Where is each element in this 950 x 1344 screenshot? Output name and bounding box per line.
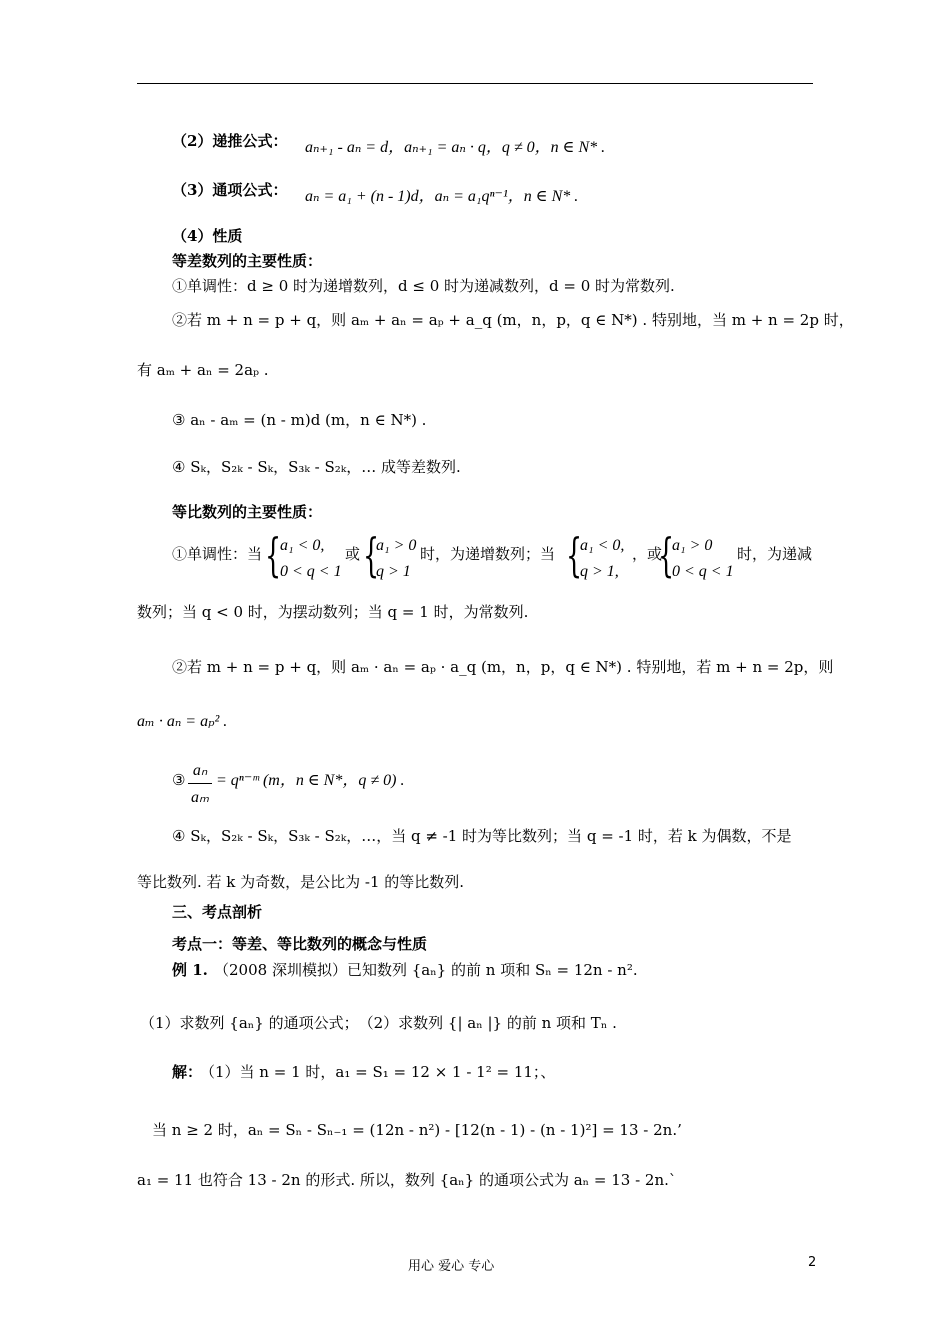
- geometric-property-4: ④ Sₖ，S₂ₖ - Sₖ，S₃ₖ - S₂ₖ，…，当 q ≠ -1 时为等比数列；当 q = -1 时，若 k 为偶数，不是: [172, 827, 792, 845]
- system-3-row-2: q > 1,: [580, 563, 619, 580]
- general-term-heading: （3）通项公式：: [172, 181, 288, 199]
- arithmetic-property-2-cont: 有 aₘ + aₙ = 2aₚ .: [137, 361, 269, 379]
- fraction-numerator: aₙ: [192, 762, 208, 779]
- fraction-denominator: aₘ: [191, 789, 209, 806]
- or-text-1: 或: [345, 545, 361, 563]
- arithmetic-property-2: ②若 m + n = p + q，则 aₘ + aₙ = aₚ + a_q (m，n，p，q ∈ N*) . 特别地，当 m + n = 2p 时，: [172, 311, 854, 329]
- example-label: 例 1.: [172, 961, 208, 979]
- decreasing-text: 时，为递减: [737, 545, 813, 563]
- geometric-monotonicity-lead: ①单调性：当: [172, 545, 263, 563]
- geometric-property-2-cont: aₘ · aₙ = aₚ² .: [137, 713, 228, 730]
- system-2: [376, 533, 416, 585]
- system-2-row-2: q > 1: [376, 563, 411, 580]
- arithmetic-properties-heading: 等差数列的主要性质：: [172, 252, 323, 270]
- topic-heading: 考点一：等差、等比数列的概念与性质: [172, 935, 428, 953]
- system-1-row-2: 0 < q < 1: [280, 563, 342, 580]
- fraction-bar: [188, 783, 212, 784]
- brace-3: {: [566, 528, 583, 582]
- recurrence-formula: aₙ₊₁ - aₙ = d，aₙ₊₁ = aₙ · q，q ≠ 0，n ∈ N* .: [305, 139, 606, 156]
- geometric-properties-heading: 等比数列的主要性质：: [172, 503, 323, 521]
- geometric-property-3: = qⁿ⁻ᵐ (m，n ∈ N*，q ≠ 0) .: [216, 772, 405, 789]
- system-3: [580, 533, 624, 585]
- system-4: [672, 533, 734, 585]
- brace-4: {: [658, 528, 675, 582]
- page-number: 2: [808, 1255, 817, 1270]
- system-1-row-1: a₁ < 0,: [280, 537, 325, 554]
- solution-step-1: （1）当 n = 1 时，a₁ = S₁ = 12 × 1 - 1² = 11；、: [200, 1063, 556, 1081]
- general-term-formula: aₙ = a₁ + (n - 1)d，aₙ = a₁qⁿ⁻¹，n ∈ N* .: [305, 188, 579, 205]
- system-2-row-1: a₁ > 0: [376, 537, 417, 554]
- footer-slogan: 用心 爱心 专心: [408, 1259, 495, 1274]
- geometric-monotonicity-cont: 数列；当 q < 0 时，为摆动数列；当 q = 1 时，为常数列.: [137, 603, 529, 621]
- increasing-text: 时，为递增数列；当: [420, 545, 556, 563]
- or-text-2: ，或: [632, 545, 663, 563]
- geometric-property-3-mark: ③: [172, 771, 186, 789]
- system-3-row-1: a₁ < 0,: [580, 537, 625, 554]
- ratio-fraction: [188, 760, 212, 807]
- arithmetic-monotonicity: ①单调性：d ≥ 0 时为递增数列，d ≤ 0 时为递减数列，d = 0 时为常数列.: [172, 277, 675, 295]
- recurrence-heading: （2）递推公式：: [172, 132, 288, 150]
- system-4-row-1: a₁ > 0: [672, 537, 713, 554]
- example-questions: （1）求数列 {aₙ} 的通项公式； （2）求数列 {| aₙ |} 的前 n 项和 Tₙ .: [140, 1014, 617, 1032]
- arithmetic-property-3: ③ aₙ - aₘ = (n - m)d (m，n ∈ N*) .: [172, 411, 427, 429]
- system-1: [280, 533, 342, 585]
- solution-step-2: 当 n ≥ 2 时，aₙ = Sₙ - Sₙ₋₁ = (12n - n²) - [12(n - 1) - (n - 1)²] = 13 - 2n.’: [152, 1121, 682, 1139]
- geometric-property-2: ②若 m + n = p + q，则 aₘ · aₙ = aₚ · a_q (m，n，p，q ∈ N*) . 特别地，若 m + n = 2p，则: [172, 658, 834, 676]
- geometric-property-4-cont: 等比数列. 若 k 为奇数，是公比为 -1 的等比数列.: [137, 873, 465, 891]
- properties-heading: （4）性质: [172, 227, 243, 245]
- arithmetic-property-4: ④ Sₖ，S₂ₖ - Sₖ，S₃ₖ - S₂ₖ，… 成等差数列.: [172, 458, 461, 476]
- example-statement: （2008 深圳模拟）已知数列 {aₙ} 的前 n 项和 Sₙ = 12n - n².: [214, 961, 638, 979]
- system-4-row-2: 0 < q < 1: [672, 563, 734, 580]
- brace-2: {: [363, 528, 380, 582]
- brace-1: {: [265, 528, 282, 582]
- header-rule: [137, 83, 813, 84]
- solution-label: 解：: [172, 1063, 203, 1081]
- section-heading-analysis: 三、考点剖析: [172, 903, 263, 921]
- solution-step-3: a₁ = 11 也符合 13 - 2n 的形式. 所以，数列 {aₙ} 的通项公式为 aₙ = 13 - 2n.`: [137, 1171, 677, 1189]
